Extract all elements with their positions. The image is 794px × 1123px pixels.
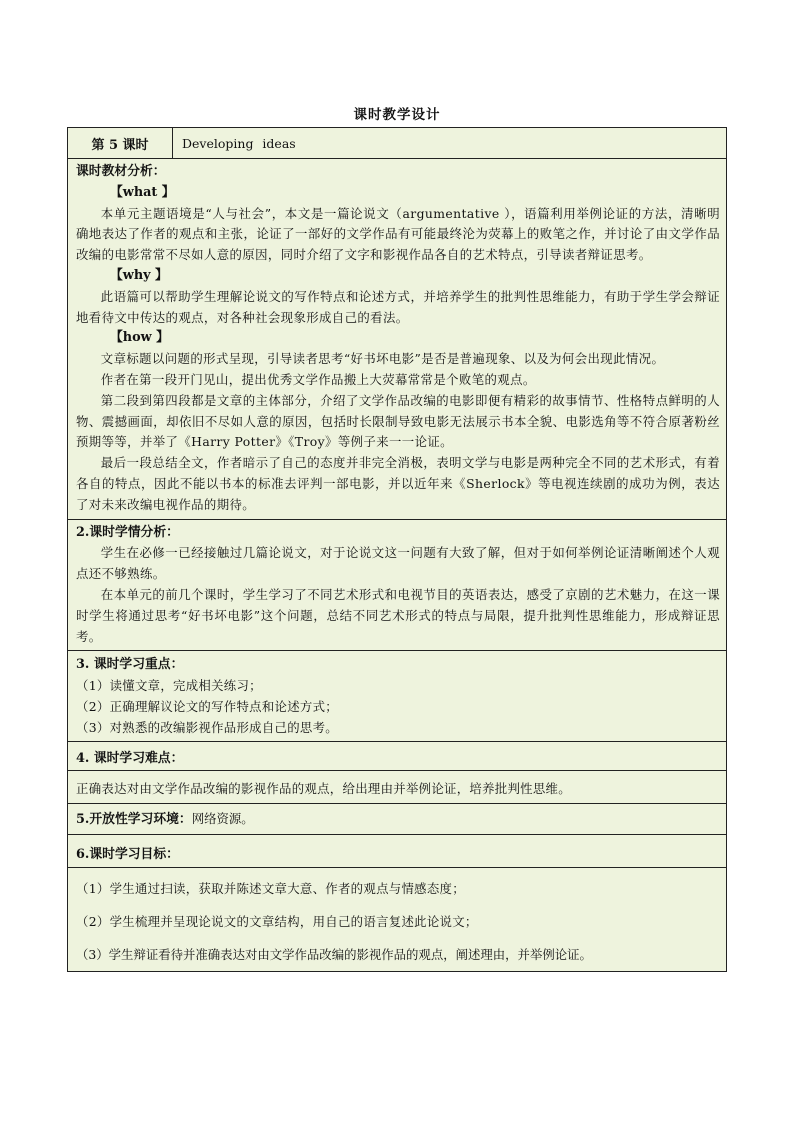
objective-item: （1）学生通过扫读，获取并陈述文章大意、作者的观点与情感态度； [76, 881, 465, 897]
key-points-section [68, 651, 726, 742]
lesson-plan-table [67, 127, 727, 972]
student-paragraph-2: 在本单元的前几个课时，学生学习了不同艺术形式和电视节目的英语表达，感受了京剧的艺术魅力，在这一课时学生将通过思考“好书坏电影”这个问题，总结不同艺术形式的特点与局限，提升批判性思维能力，形成辩证思考。 [76, 586, 720, 644]
how-paragraph-4: 最后一段总结全文，作者暗示了自己的态度并非完全消极，表明文学与电影是两种完全不同的艺术形式，有着各自的特点，因此不能以书本的标准去评判一部电影，并以近年来《Sherlock》等电视连续剧的成功为例，表达了对未来改编电视作品的期待。 [76, 455, 720, 512]
objective-item: （2）学生梳理并呈现论说文的文章结构，用自己的语言复述此论说文； [76, 914, 478, 930]
why-tag: 【why 】 [110, 267, 168, 283]
key-point-item: （2）正确理解议论文的写作特点和论述方式； [76, 699, 338, 715]
key-point-item: （1）读懂文章，完成相关练习； [76, 678, 262, 694]
key-points-heading: 3. 课时学习重点： [76, 657, 184, 673]
how-paragraph-2: 作者在第一段开门见山，提出优秀文学作品搬上大荧幕常常是个败笔的观点。 [100, 371, 536, 387]
how-tag: 【how 】 [110, 330, 169, 346]
textbook-analysis-section [68, 159, 726, 520]
lesson-number: 第 5 课时 [68, 128, 173, 158]
student-heading: 2.课时学情分析： [76, 524, 179, 540]
environment-text: 网络资源。 [191, 811, 254, 827]
how-paragraph-1: 文章标题以问题的形式呈现，引导读者思考“好书坏电影”是否是普遍现象、以及为何会出现此情况。 [100, 351, 665, 367]
difficulties-text: 正确表达对由文学作品改编的影视作品的观点，给出理由并举例论证，培养批判性思维。 [76, 781, 571, 797]
how-paragraph-3: 第二段到第四段都是文章的主体部分，介绍了文学作品改编的电影即便有精彩的故事情节、性格特点鲜明的人物、震撼画面，却依旧不尽如人意的原因，包括时长限制导致电影无法展示书本全貌、电影选角等不符合原著粉丝预期等等，并举了《Harry Potter》《Troy》等例子来一一论证。 [76, 392, 720, 450]
why-paragraph: 此语篇可以帮助学生理解论说文的写作特点和论述方式，并培养学生的批判性思维能力，有助于学生学会辩证地看待文中传达的观点，对各种社会现象形成自己的看法。 [76, 288, 720, 325]
objectives-heading: 6.课时学习目标： [68, 835, 726, 868]
lesson-title: Developing ideas [182, 135, 296, 151]
objectives-section [68, 835, 726, 971]
student-analysis-section [68, 520, 726, 652]
page-title: 课时教学设计 [353, 107, 441, 123]
analysis-heading: 课时教材分析： [76, 164, 166, 179]
what-tag: 【what 】 [110, 184, 175, 200]
difficulties-section [68, 742, 726, 804]
objective-item: （3）学生辩证看待并准确表达对由文学作品改编的影视作品的观点，阐述理由，并举例论证。 [76, 947, 592, 963]
environment-label: 5.开放性学习环境： [76, 812, 192, 828]
key-point-item: （3）对熟悉的改编影视作品形成自己的思考。 [76, 720, 338, 736]
what-paragraph: 本单元主题语境是“人与社会”，本文是一篇论说文（argumentative ），语篇利用举例论证的方法，清晰明确地表达了作者的观点和主张，论证了一部好的文学作品有可能最终沦为荧幕上的败笔之作，并讨论了由文学作品改编的电影常常不尽如人意的原因，同时介绍了文字和影视作品各自的艺术特点，引导读者辩证思考。 [76, 205, 720, 263]
student-paragraph-1: 学生在必修一已经接触过几篇论说文，对于论说文这一问题有大致了解，但对于如何举例论证清晰阐述个人观点还不够熟练。 [76, 545, 720, 582]
difficulties-heading: 4. 课时学习难点： [68, 742, 726, 771]
environment-section [68, 804, 726, 835]
lesson-header-row [68, 128, 726, 159]
